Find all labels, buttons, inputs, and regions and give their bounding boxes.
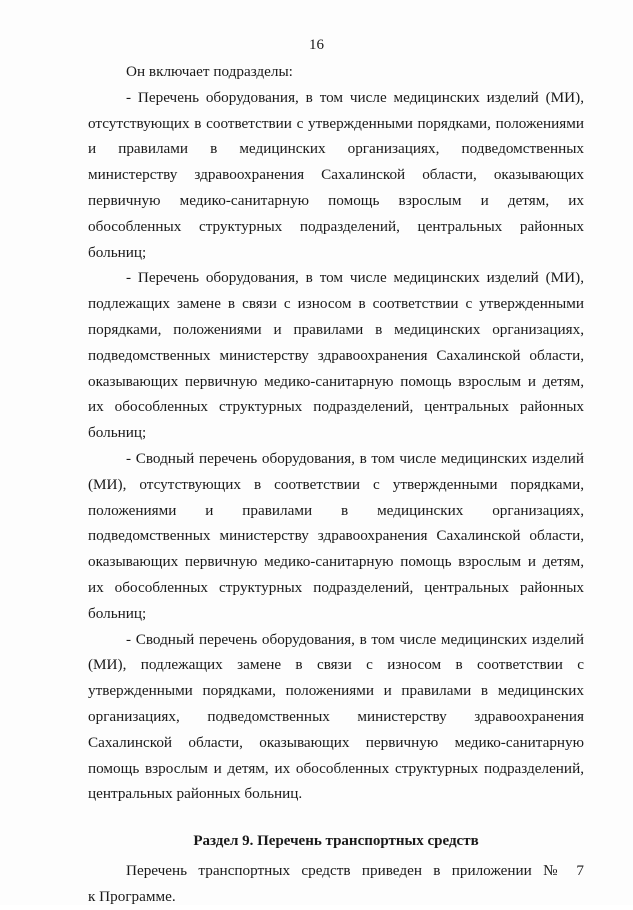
subsection-item-1: - Перечень оборудования, в том числе медицинских изделий (МИ), отсутствующих в соответствии с утвержденными порядками, положениями и правилами в медицинских организациях, подведомственных министерству здравоохранения Сахалинской области, оказывающих первичную медико-санитарную помощь взрослым и детям, их обособленных структурных подразделений, центральных районных больниц; [88, 88, 584, 261]
subsection-item-4: - Сводный перечень оборудования, в том числе медицинских изделий (МИ), подлежащих замене в связи с износом в соответствии с утвержденными порядками, положениями и правилами в медицинских организациях, подведомственных министерству здравоохранения Сахалинской области, оказывающих первичную медико-санитарную помощь взрослым и детям, их обособленных структурных подразделений, центральных районных больниц. [88, 630, 584, 803]
section-paragraph-line: Перечень транспортных средств приведен в приложении № 7 [126, 862, 584, 880]
section-paragraph-tail: к Программе. [88, 887, 176, 905]
intro-paragraph: Он включает подразделы: [126, 63, 293, 80]
page-number: 16 [309, 37, 324, 53]
subsection-item-3: - Сводный перечень оборудования, в том числе медицинских изделий (МИ), отсутствующих в соответствии с утвержденными порядками, положениями и правилами в медицинских организациях, подведомственных министерству здравоохранения Сахалинской области, оказывающих первичную медико-санитарную помощь взрослым и детям, их обособленных структурных подразделений, центральных районных больниц; [88, 449, 584, 622]
document-body [88, 59, 584, 910]
section-heading: Раздел 9. Перечень транспортных средств [193, 833, 479, 850]
subsection-item-2: - Перечень оборудования, в том числе медицинских изделий (МИ), подлежащих замене в связи с износом в соответствии с утвержденными порядками, положениями и правилами в медицинских организациях, подведомственных министерству здравоохранения Сахалинской области, оказывающих первичную медико-санитарную помощь взрослым и детям, их обособленных структурных подразделений, центральных районных больниц; [88, 269, 584, 442]
